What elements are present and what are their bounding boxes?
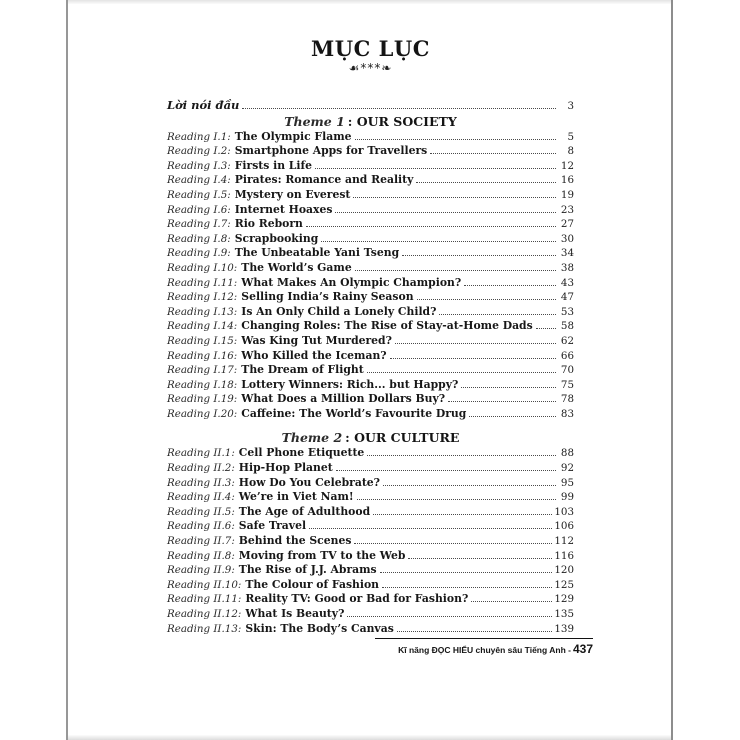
toc-entry: [167, 446, 574, 461]
toc-entry: [167, 232, 574, 247]
footer-page-number: 437: [572, 642, 593, 656]
dotted-leader: [430, 153, 556, 154]
page-number: 139: [554, 622, 574, 635]
dotted-leader: [353, 197, 556, 198]
page-number: 78: [560, 393, 574, 406]
title-ornament: ☙***❧: [348, 61, 393, 75]
toc-entry: [167, 461, 574, 476]
theme-rows: [167, 446, 574, 636]
dotted-leader: [373, 514, 552, 515]
reading-title: Safe Travel: [238, 519, 307, 533]
toc-entry: [167, 519, 574, 534]
page-number: 53: [560, 305, 574, 318]
dotted-leader: [336, 470, 556, 471]
reading-label: Reading I.10:: [167, 261, 238, 274]
reading-label: Reading I.15:: [167, 334, 238, 347]
theme-section: [167, 114, 574, 422]
reading-title: The Dream of Flight: [241, 363, 364, 377]
page-number: 99: [560, 491, 574, 504]
reading-title: Hip-Hop Planet: [238, 461, 333, 475]
dotted-leader: [315, 168, 556, 169]
theme-section: [167, 430, 574, 636]
reading-title: The Colour of Fashion: [245, 577, 380, 591]
dotted-leader: [335, 212, 556, 213]
toc-entry: [167, 349, 574, 364]
dotted-leader: [417, 299, 556, 300]
page-number: 58: [560, 320, 574, 333]
reading-title: Skin: The Body’s Canvas: [245, 621, 394, 635]
theme-heading-rest: : OUR CULTURE: [345, 430, 460, 446]
page-number: 27: [560, 218, 574, 231]
reading-title: Pirates: Romance and Reality: [234, 173, 414, 187]
reading-label: Reading II.5:: [167, 505, 235, 518]
reading-label: Reading I.2:: [167, 145, 231, 158]
dotted-leader: [402, 255, 556, 256]
dotted-leader: [355, 139, 557, 140]
reading-label: Reading I.12:: [167, 291, 238, 304]
page-number: 120: [554, 564, 574, 577]
toc-entry: [167, 188, 574, 203]
page-number: 112: [554, 535, 574, 548]
page-number: 62: [560, 334, 574, 347]
dotted-leader: [367, 455, 556, 456]
dotted-leader: [536, 328, 556, 329]
page-number: 66: [560, 349, 574, 362]
page-number: 19: [560, 188, 574, 201]
toc-entry: [167, 407, 574, 422]
toc-entry: [167, 290, 574, 305]
reading-label: Reading I.1:: [167, 130, 231, 143]
dotted-leader: [448, 401, 556, 402]
reading-title: What Makes An Olympic Champion?: [241, 275, 462, 289]
toc-content: [167, 0, 574, 636]
dotted-leader: [367, 372, 556, 373]
dotted-leader: [382, 587, 552, 588]
reading-label: Reading I.9:: [167, 247, 231, 260]
reading-label: Reading II.3:: [167, 476, 235, 489]
reading-label: Reading I.17:: [167, 364, 238, 377]
reading-title: Internet Hoaxes: [234, 202, 333, 216]
page-number: 3: [567, 100, 574, 112]
footer-rule: [375, 638, 593, 639]
reading-title: The World’s Game: [241, 260, 352, 274]
toc-entry: [167, 217, 574, 232]
toc-entry: [167, 607, 574, 622]
page-number: 135: [554, 608, 574, 620]
toc-entry: [167, 476, 574, 491]
reading-label: Reading II.11:: [167, 593, 242, 606]
toc-entry-preface: [167, 98, 574, 114]
page-number: 125: [554, 578, 574, 591]
reading-title: Was King Tut Murdered?: [241, 333, 392, 347]
reading-label: Reading II.13:: [167, 622, 242, 635]
reading-title: Rio Reborn: [234, 217, 303, 231]
dotted-leader: [416, 182, 556, 183]
reading-title: Moving from TV to the Web: [238, 548, 406, 562]
dotted-leader: [408, 558, 552, 559]
page-number: 34: [560, 247, 574, 260]
dotted-leader: [309, 528, 552, 529]
toc-entry: [167, 261, 574, 276]
reading-label: Reading II.4:: [167, 491, 235, 504]
reading-label: Reading I.13:: [167, 305, 238, 318]
reading-label: Reading I.11:: [167, 276, 238, 289]
dotted-leader: [461, 387, 556, 388]
dotted-leader: [357, 499, 556, 500]
dotted-leader: [471, 601, 552, 602]
reading-label: Reading I.14:: [167, 320, 238, 333]
reading-label: Reading II.2:: [167, 462, 235, 475]
page-number: 8: [567, 145, 574, 158]
theme-rows: [167, 130, 574, 422]
dotted-leader: [395, 343, 556, 344]
page-number: 95: [560, 476, 574, 489]
page-footer: [375, 638, 593, 656]
reading-label: Reading II.12:: [167, 608, 242, 620]
reading-label: Reading I.20:: [167, 407, 238, 420]
dotted-leader: [383, 485, 556, 486]
reading-title: Lottery Winners: Rich... but Happy?: [241, 377, 459, 391]
reading-label: Reading I.5:: [167, 188, 231, 201]
toc-entry: [167, 334, 574, 349]
reading-title: The Rise of J.J. Abrams: [238, 563, 377, 577]
theme-heading-script: Theme 2: [281, 430, 343, 446]
reading-title: Changing Roles: The Rise of Stay-at-Home Dads: [241, 319, 533, 333]
dotted-leader: [321, 241, 556, 242]
reading-title: How Do You Celebrate?: [238, 475, 381, 489]
reading-title: Behind the Scenes: [238, 534, 352, 548]
reading-title: We’re in Viet Nam!: [238, 490, 354, 504]
reading-label: Reading I.3:: [167, 159, 231, 172]
reading-title: Selling India’s Rainy Season: [241, 290, 414, 304]
dotted-leader: [469, 416, 556, 417]
theme-heading: [167, 114, 574, 130]
page-number: 75: [560, 378, 574, 391]
reading-label: Reading II.9:: [167, 564, 235, 577]
reading-title: The Age of Adulthood: [238, 504, 371, 518]
reading-title: The Unbeatable Yani Tseng: [234, 246, 400, 260]
reading-title: Who Killed the Iceman?: [241, 348, 387, 362]
dotted-leader: [347, 616, 552, 617]
toc-entry: [167, 276, 574, 291]
toc-entry: [167, 592, 574, 607]
dotted-leader: [306, 226, 556, 227]
reading-title: Cell Phone Etiquette: [238, 446, 365, 460]
page-number: 70: [560, 364, 574, 377]
reading-title: The Olympic Flame: [234, 129, 352, 143]
reading-label: Reading I.7:: [167, 218, 231, 231]
theme-heading-script: Theme 1: [284, 113, 345, 129]
reading-title: Mystery on Everest: [234, 187, 351, 201]
book-page: [66, 0, 673, 740]
reading-label: Reading II.6:: [167, 520, 235, 533]
toc-entry: [167, 563, 574, 578]
page-number: 5: [567, 130, 574, 143]
page-number: 16: [560, 174, 574, 187]
toc-entry: [167, 392, 574, 407]
reading-title: Reality TV: Good or Bad for Fashion?: [245, 592, 469, 606]
toc-entry: [167, 305, 574, 320]
dotted-leader: [380, 572, 553, 573]
toc-entry: [167, 363, 574, 378]
page-number: 106: [554, 520, 574, 533]
page-bottom-edge: [68, 735, 671, 740]
reading-label: Reading I.8:: [167, 232, 231, 245]
toc-entry: [167, 534, 574, 549]
toc-entry: [167, 130, 574, 145]
toc-entry: [167, 578, 574, 593]
dotted-leader: [354, 543, 552, 544]
reading-title: Smartphone Apps for Travellers: [234, 144, 428, 158]
reading-label: Reading I.6:: [167, 203, 231, 216]
toc-entry: [167, 173, 574, 188]
reading-label: Reading I.4:: [167, 174, 231, 187]
theme-heading-rest: : OUR SOCIETY: [347, 113, 457, 129]
reading-title: Caffeine: The World’s Favourite Drug: [241, 406, 467, 420]
dotted-leader: [439, 314, 556, 315]
dotted-leader: [355, 270, 556, 271]
page-number: 88: [560, 447, 574, 460]
toc-list: [167, 114, 574, 637]
reading-title: What Does a Million Dollars Buy?: [241, 392, 446, 406]
page-number: 23: [560, 203, 574, 216]
page-number: 38: [560, 261, 574, 274]
toc-entry: [167, 246, 574, 261]
reading-label: Reading I.19:: [167, 393, 238, 406]
toc-entry: [167, 622, 574, 637]
page-number: 92: [560, 462, 574, 475]
toc-entry: [167, 549, 574, 564]
reading-label: Reading II.7:: [167, 535, 235, 548]
reading-title: Is An Only Child a Lonely Child?: [241, 304, 437, 318]
dotted-leader: [464, 285, 556, 286]
toc-entry: [167, 378, 574, 393]
toc-entry: [167, 159, 574, 174]
toc-entry: [167, 505, 574, 520]
preface-label: Lời nói đầu: [167, 98, 240, 112]
theme-heading: [167, 430, 574, 446]
reading-title: What Is Beauty?: [245, 607, 345, 620]
reading-title: Firsts in Life: [234, 158, 313, 172]
reading-label: Reading II.8:: [167, 549, 235, 562]
page-number: 12: [560, 159, 574, 172]
reading-label: Reading I.18:: [167, 378, 238, 391]
page-number: 116: [554, 549, 574, 562]
dotted-leader: [397, 631, 553, 632]
reading-label: Reading I.16:: [167, 349, 238, 362]
footer-text: [375, 642, 593, 656]
page-number: 103: [554, 505, 574, 518]
reading-label: Reading II.1:: [167, 447, 235, 460]
page-number: 43: [560, 276, 574, 289]
page-title: MỤC LỤC: [311, 36, 430, 61]
toc-entry: [167, 144, 574, 159]
page-number: 30: [560, 232, 574, 245]
footer-caption: Kĩ năng ĐỌC HIỂU chuyên sâu Tiếng Anh -: [398, 645, 571, 655]
dotted-leader: [390, 358, 556, 359]
toc-entry: [167, 319, 574, 334]
page-number: 47: [560, 291, 574, 304]
toc-entry: [167, 203, 574, 218]
reading-label: Reading II.10:: [167, 578, 242, 591]
dotted-leader: [242, 108, 556, 109]
page-number: 129: [554, 593, 574, 606]
toc-entry: [167, 490, 574, 505]
reading-title: Scrapbooking: [234, 231, 319, 245]
page-number: 83: [560, 407, 574, 420]
